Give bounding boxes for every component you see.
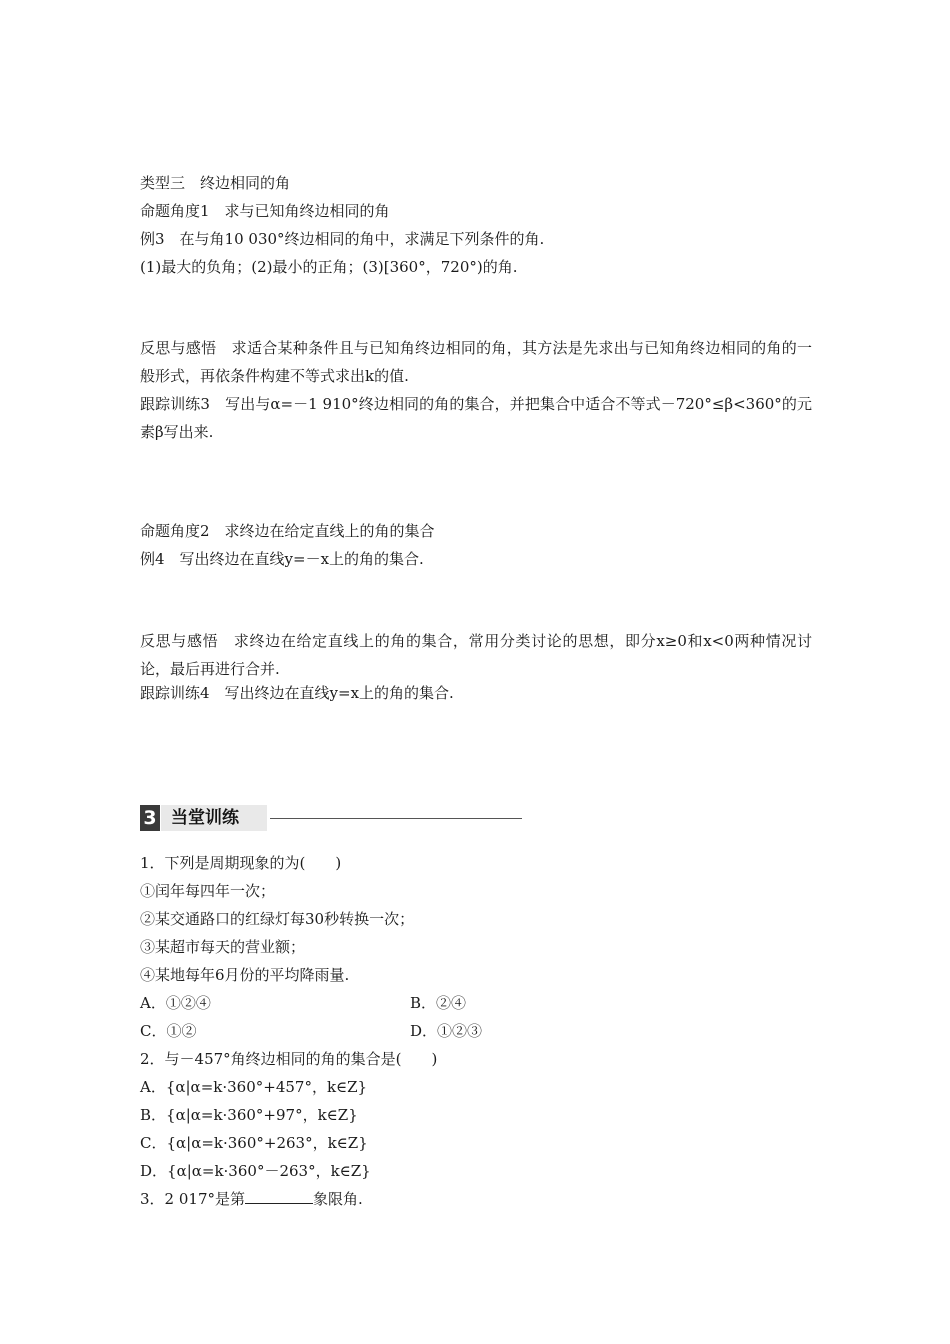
section-title: 当堂训练 bbox=[171, 808, 239, 828]
angle1-title: 命题角度1 求与已知角终边相同的角 bbox=[140, 202, 390, 220]
q2-stem: 2．与－457°角终边相同的角的集合是( ) bbox=[140, 1050, 438, 1068]
q2-option-c: C．{α|α=k·360°+263°，k∈Z} bbox=[140, 1134, 368, 1152]
q3-text-after: 象限角. bbox=[313, 1190, 363, 1208]
q1-option-b: B．②④ bbox=[410, 994, 467, 1012]
training3-text: 跟踪训练3 写出与α=－1 910°终边相同的角的集合，并把集合中适合不等式－720°≤β<360°的元素β写出来. bbox=[140, 395, 812, 441]
example3-text: 例3 在与角10 030°终边相同的角中，求满足下列条件的角. bbox=[140, 230, 545, 248]
q1-item-1: ①闰年每四年一次； bbox=[140, 882, 276, 900]
angle2-title: 命题角度2 求终边在给定直线上的角的集合 bbox=[140, 522, 435, 540]
reflection1-text: 反思与感悟 求适合某种条件且与已知角终边相同的角，其方法是先求出与已知角终边相同的角的一般形式，再依条件构建不等式求出k的值. bbox=[140, 339, 812, 385]
q1-option-c: C．①② bbox=[140, 1022, 197, 1040]
q1-item-4: ④某地每年6月份的平均降雨量. bbox=[140, 966, 350, 984]
q2-option-d: D．{α|α=k·360°－263°，k∈Z} bbox=[140, 1162, 371, 1180]
reflection2-text: 反思与感悟 求终边在给定直线上的角的集合，常用分类讨论的思想，即分x≥0和x<0两种情况讨论，最后再进行合并. bbox=[140, 632, 812, 678]
section-title-box bbox=[161, 805, 267, 831]
q1-item-3: ③某超市每天的营业额； bbox=[140, 938, 306, 956]
training4-text: 跟踪训练4 写出终边在直线y=x上的角的集合. bbox=[140, 684, 454, 702]
q3-answer-blank[interactable] bbox=[245, 1189, 313, 1204]
q1-item-2: ②某交通路口的红绿灯每30秒转换一次； bbox=[140, 910, 415, 928]
example3-parts: (1)最大的负角；(2)最小的正角；(3)[360°，720°)的角. bbox=[140, 258, 518, 276]
q2-option-a: A．{α|α=k·360°+457°，k∈Z} bbox=[140, 1078, 368, 1096]
header-rule bbox=[270, 818, 522, 819]
section-type3-heading: 类型三 终边相同的角 bbox=[140, 174, 291, 192]
q1-stem: 1．下列是周期现象的为( ) bbox=[140, 854, 342, 872]
q2-option-b: B．{α|α=k·360°+97°，k∈Z} bbox=[140, 1106, 358, 1124]
q3-text-before: 3．2 017°是第 bbox=[140, 1190, 245, 1208]
section-number-badge: 3 bbox=[140, 805, 160, 831]
q1-option-a: A．①②④ bbox=[140, 994, 211, 1012]
q1-option-d: D．①②③ bbox=[410, 1022, 483, 1040]
practice-section-header bbox=[140, 805, 524, 831]
q3-line bbox=[140, 1189, 363, 1209]
example4-text: 例4 写出终边在直线y=－x上的角的集合. bbox=[140, 550, 424, 568]
